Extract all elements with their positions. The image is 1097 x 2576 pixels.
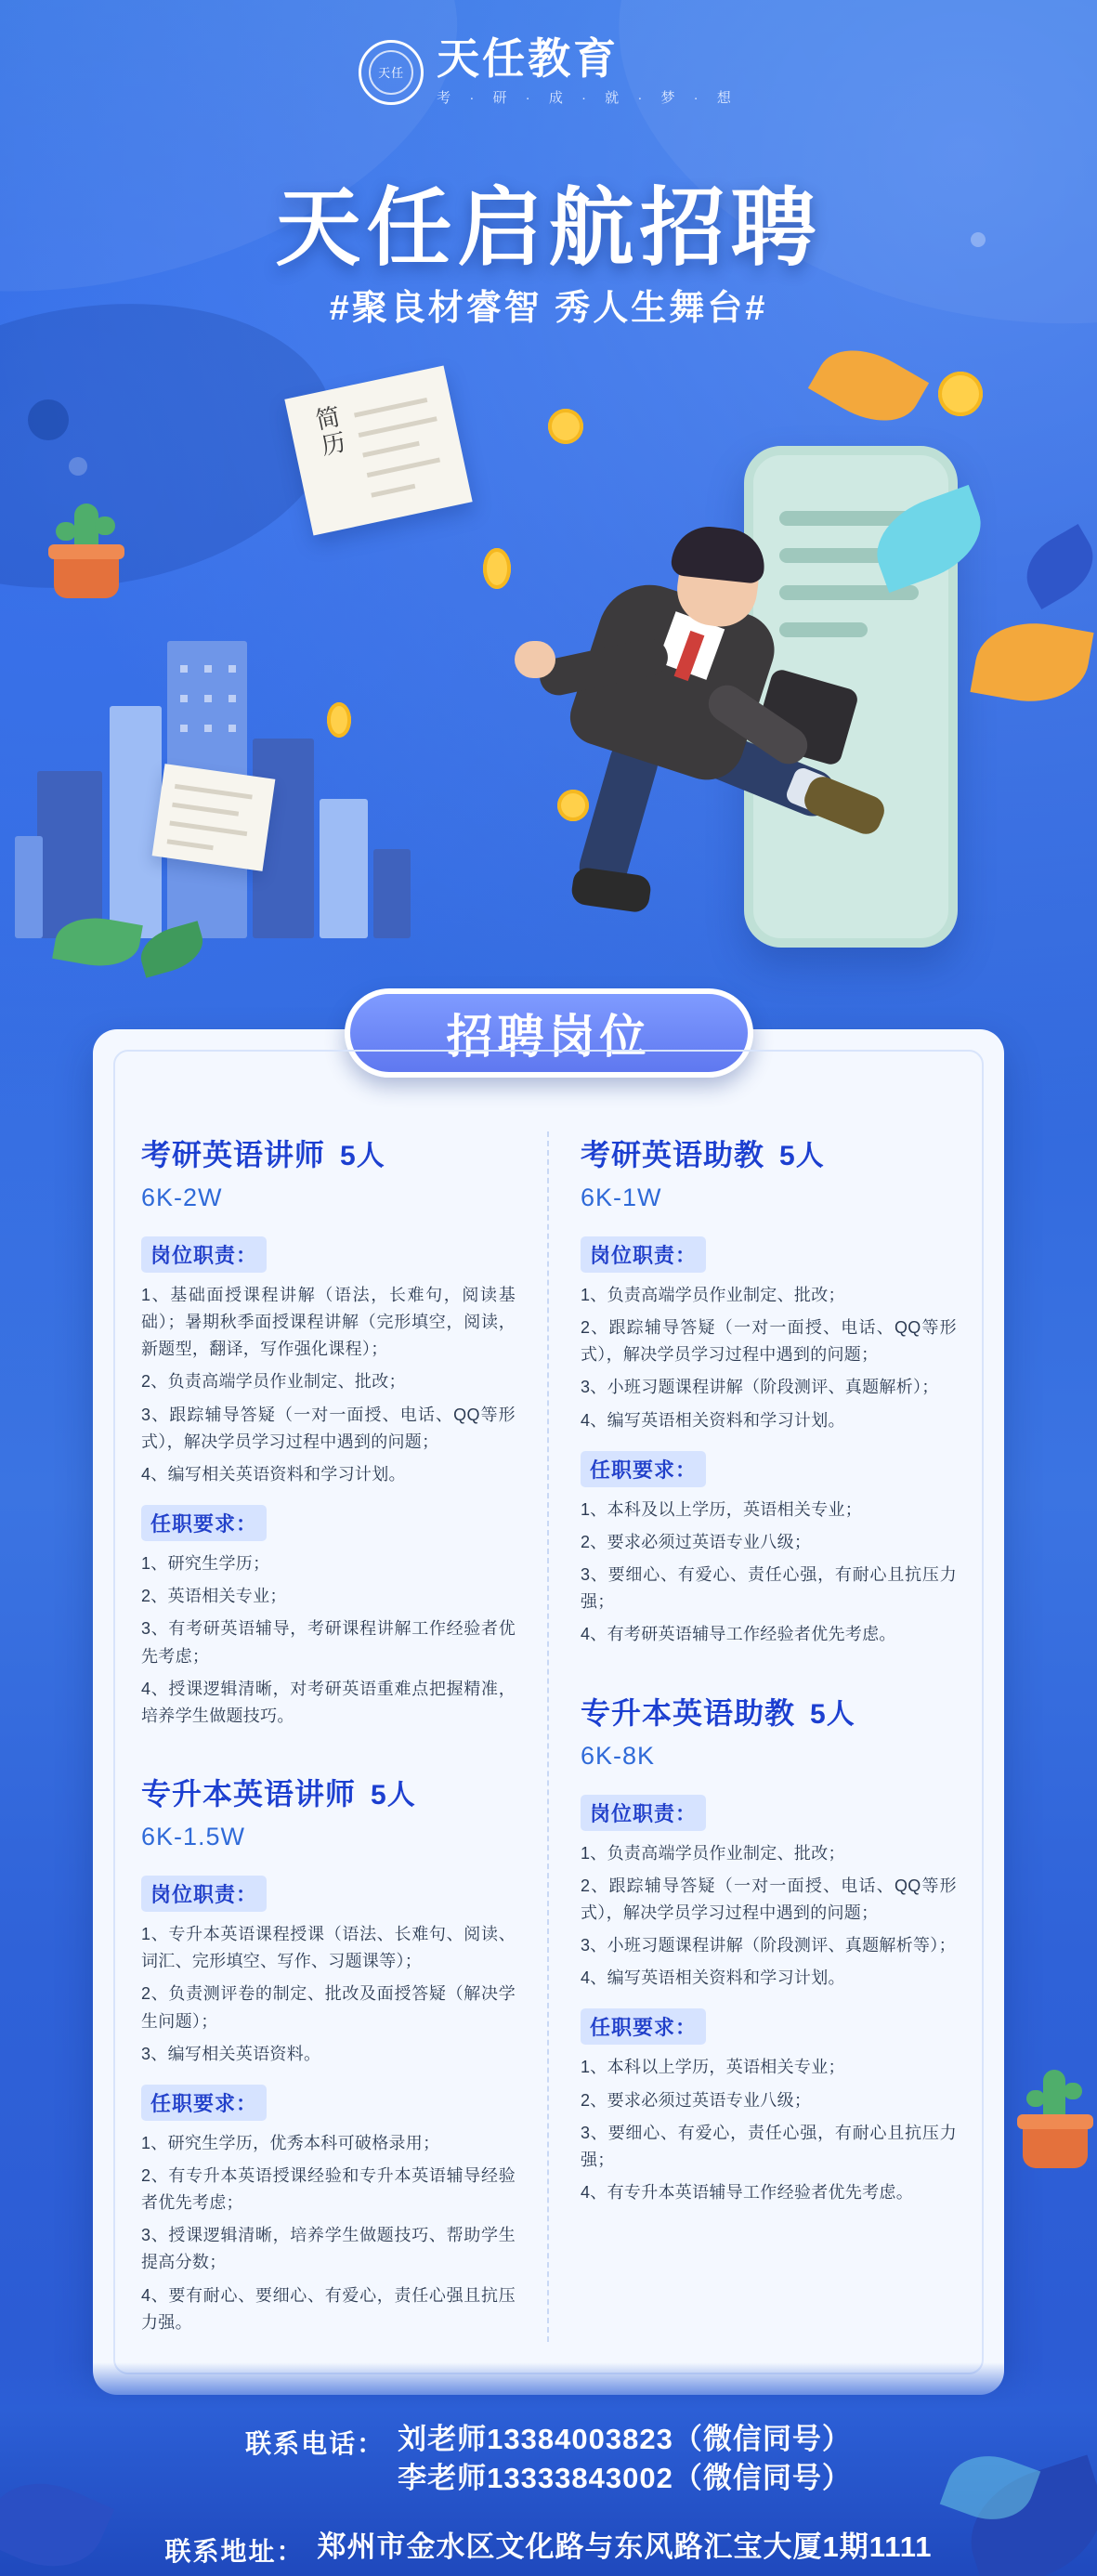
building <box>37 771 102 938</box>
list-item: 4、有考研英语辅导工作经验者优先考虑。 <box>581 1625 896 1644</box>
jobs-column-right <box>549 1131 957 2342</box>
list-item: 1、基础面授课程讲解（语法，长难句，阅读基础）；暑期秋季面授课程讲解（完形填空，阅读，新题型，翻译，写作强化课程）； <box>141 1286 516 1359</box>
jobs-panel <box>93 1011 1004 2395</box>
running-businessman <box>483 492 873 929</box>
requirements-label: 任职要求： <box>141 2085 267 2121</box>
duties-label: 岗位职责： <box>581 1236 706 1273</box>
note-paper <box>152 764 276 871</box>
list-item: 2、跟踪辅导答疑（一对一面授、电话、QQ等形式），解决学员学习过程中遇到的问题； <box>581 1876 957 1922</box>
list-item: 1、本科以上学历，英语相关专业； <box>581 2058 845 2077</box>
job-title <box>581 1131 957 1174</box>
building <box>110 706 162 938</box>
resume-paper <box>284 365 472 535</box>
list-item: 4、有专升本英语辅导工作经验者优先考虑。 <box>581 2182 914 2202</box>
job-salary: 6K-1.5W <box>141 1823 246 1851</box>
list-item: 2、跟踪辅导答疑（一对一面授、电话、QQ等形式），解决学员学习过程中遇到的问题； <box>581 1318 957 1365</box>
job-title <box>141 1131 516 1174</box>
page-subtitle: #聚良材睿智 秀人生舞台# <box>329 289 768 328</box>
job-card <box>581 1690 957 2207</box>
list-item: 2、英语相关专业； <box>141 1587 287 1606</box>
phone-row <box>0 2420 1097 2498</box>
job-title-text: 考研英语助教 <box>581 1138 765 1171</box>
job-card <box>141 1131 516 1730</box>
job-title <box>141 1771 516 1813</box>
list-item: 4、编写英语相关资料和学习计划。 <box>581 1410 845 1430</box>
list-item: 2、有专升本英语授课经验和专升本英语辅导经验者优先考虑； <box>141 2165 516 2213</box>
building <box>373 849 411 938</box>
job-title-text: 专升本英语助教 <box>581 1695 796 1730</box>
list-item: 3、小班习题课程讲解（阶段测评、真题解析等）； <box>581 1936 956 1955</box>
coin <box>548 409 583 444</box>
address-label: 联系地址： <box>164 2537 305 2566</box>
logo-badge-text: 天任 <box>378 66 405 80</box>
requirements-list <box>141 2130 516 2336</box>
building <box>15 836 43 938</box>
list-item: 2、负责测评卷的制定、批改及面授答疑（解决学生问题）； <box>141 1984 516 2031</box>
list-item: 4、编写相关英语资料和学习计划。 <box>141 1464 406 1484</box>
list-item: 1、本科及以上学历，英语相关专业； <box>581 1499 863 1519</box>
building <box>320 799 368 938</box>
jobs-panel-title: 招聘岗位 <box>446 1011 651 1063</box>
job-headcount: 5人 <box>810 1698 855 1730</box>
list-item: 1、研究生学历，优秀本科可破格录用； <box>141 2133 440 2152</box>
list-item: 2、要求必须过英语专业八级； <box>581 2090 812 2110</box>
list-item: 3、有考研英语辅导，考研课程讲解工作经验者优先考虑； <box>141 1619 516 1666</box>
brand-logo <box>0 34 1097 107</box>
job-headcount: 5人 <box>371 1780 416 1811</box>
list-item: 3、授课逻辑清晰，培养学生做题技巧、帮助学生提高分数； <box>141 2226 516 2272</box>
list-item: 1、负责高端学员作业制定、批改； <box>581 1286 845 1304</box>
job-card <box>581 1131 957 1649</box>
job-salary: 6K-2W <box>141 1183 223 1211</box>
duties-label: 岗位职责： <box>141 1876 267 1912</box>
job-headcount: 5人 <box>340 1141 385 1171</box>
requirements-label: 任职要求： <box>581 1451 706 1487</box>
duties-list <box>581 1282 957 1434</box>
jobs-column-left <box>141 1131 549 2342</box>
duties-list <box>141 1921 516 2068</box>
hero-illustration <box>0 390 1097 1022</box>
duties-label: 岗位职责： <box>581 1795 706 1831</box>
brand-name: 天任教育 <box>437 34 620 83</box>
jobs-grid <box>141 1131 957 2342</box>
duties-list <box>141 1282 516 1488</box>
job-salary: 6K-1W <box>581 1183 662 1211</box>
list-item: 4、授课逻辑清晰，对考研英语重难点把握精准，培养学生做题技巧。 <box>141 1679 516 1725</box>
requirements-label: 任职要求： <box>581 2008 706 2045</box>
job-title-text: 专升本英语讲师 <box>141 1777 357 1811</box>
job-card <box>141 1771 516 2336</box>
jobs-panel-badge <box>345 988 753 1078</box>
list-item: 2、负责高端学员作业制定、批改； <box>141 1372 406 1392</box>
list-item: 3、跟踪辅导答疑（一对一面授、电话、QQ等形式），解决学员学习过程中遇到的问题； <box>141 1405 516 1451</box>
phone-values <box>398 2420 852 2498</box>
requirements-list <box>581 1497 957 1649</box>
phone-label: 联系电话： <box>245 2429 385 2458</box>
job-salary: 6K-8K <box>581 1741 656 1770</box>
resume-title: 简历 <box>310 403 349 461</box>
shoe-front <box>570 866 653 913</box>
autumn-leaf <box>970 613 1093 712</box>
list-item: 4、要有耐心、要细心、有爱心，责任心强且抗压力强。 <box>141 2285 516 2332</box>
requirements-list <box>581 2054 957 2206</box>
job-headcount: 5人 <box>779 1141 825 1171</box>
list-item: 3、编写相关英语资料。 <box>141 2044 321 2063</box>
job-title-text: 考研英语讲师 <box>141 1138 326 1171</box>
duties-label: 岗位职责： <box>141 1236 267 1273</box>
coin <box>938 372 983 416</box>
list-item: 1、负责高端学员作业制定、批改； <box>581 1843 845 1863</box>
dark-leaf <box>1013 524 1097 609</box>
list-item: 1、专升本英语课程授课（语法、长难句、阅读、词汇、完形填空、写作、习题课等）； <box>141 1925 516 1971</box>
requirements-list <box>141 1550 516 1730</box>
job-title <box>581 1690 957 1733</box>
list-item: 3、要细心、有爱心，责任心强，有耐心且抗压力强； <box>581 2123 957 2169</box>
autumn-leaf <box>808 332 929 439</box>
contact-footer <box>0 2362 1097 2576</box>
hand <box>515 641 555 678</box>
duties-list <box>581 1840 957 1993</box>
address-row <box>0 2528 1097 2569</box>
phone-line: 李老师13333843002（微信同号） <box>398 2461 852 2494</box>
list-item: 4、编写英语相关资料和学习计划。 <box>581 1968 845 1988</box>
brand-slogan: 考 · 研 · 成 · 就 · 梦 · 想 <box>437 90 738 106</box>
page-title: 天任启航招聘 <box>275 181 822 276</box>
requirements-label: 任职要求： <box>141 1505 267 1541</box>
coin <box>327 702 351 738</box>
address-value <box>317 2528 932 2567</box>
list-item: 3、要细心、有爱心、责任心强，有耐心且抗压力强； <box>581 1565 957 1612</box>
address-text: 郑州市金水区文化路与东风路汇宝大厦1期1111 <box>317 2530 933 2563</box>
list-item: 2、要求必须过英语专业八级； <box>581 1532 812 1551</box>
list-item: 1、研究生学历； <box>141 1554 270 1574</box>
hair <box>670 523 767 584</box>
list-item: 3、小班习题课程讲解（阶段测评、真题解析）； <box>581 1378 939 1397</box>
logo-emblem-icon <box>359 40 424 105</box>
phone-line: 刘老师13384003823（微信同号） <box>398 2423 852 2455</box>
